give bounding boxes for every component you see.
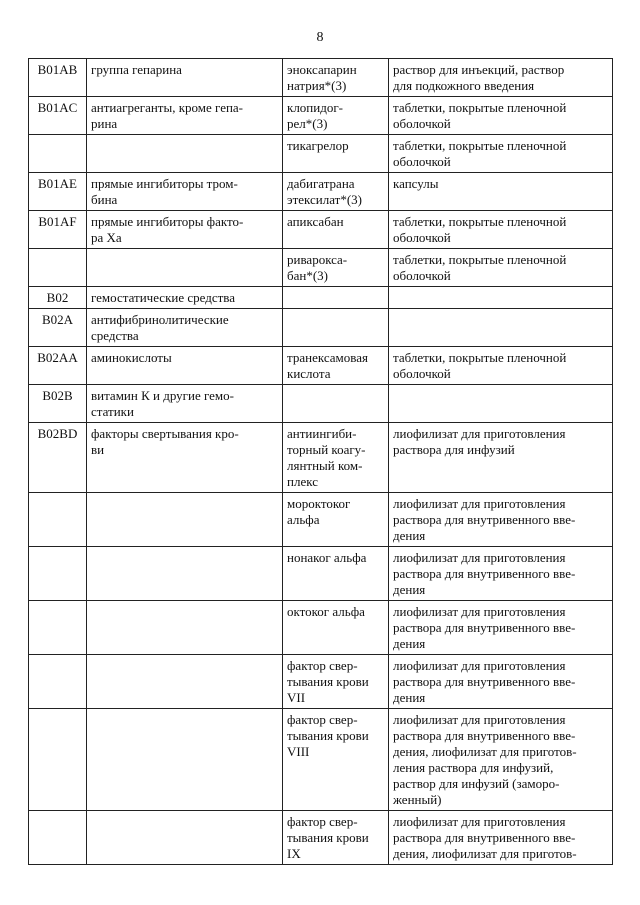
- group-description-cell: [87, 655, 283, 709]
- dosage-form-cell: капсулы: [389, 173, 613, 211]
- dosage-form-cell: таблетки, покрытые пленочной оболочкой: [389, 97, 613, 135]
- drug-table: [28, 58, 613, 865]
- dosage-form-cell: лиофилизат для приготовления раствора для инфузий: [389, 423, 613, 493]
- group-description-cell: [87, 493, 283, 547]
- drug-name-cell: нонаког альфа: [283, 547, 389, 601]
- dosage-form-cell: таблетки, покрытые пленочной оболочкой: [389, 249, 613, 287]
- table-row: [29, 601, 613, 655]
- drug-name-cell: антиингиби- торный коагу- лянтный ком- плекс: [283, 423, 389, 493]
- dosage-form-cell: таблетки, покрытые пленочной оболочкой: [389, 135, 613, 173]
- drug-name-cell: фактор свер- тывания крови VIII: [283, 709, 389, 811]
- table-row: [29, 173, 613, 211]
- drug-name-cell: [283, 385, 389, 423]
- drug-name-cell: ривароксa- бан*(3): [283, 249, 389, 287]
- dosage-form-cell: [389, 385, 613, 423]
- atc-code-cell: B02A: [29, 309, 87, 347]
- group-description-cell: прямые ингибиторы тром- бина: [87, 173, 283, 211]
- table-row: [29, 385, 613, 423]
- atc-code-cell: [29, 249, 87, 287]
- drug-name-cell: фактор свер- тывания крови VII: [283, 655, 389, 709]
- table-row: [29, 547, 613, 601]
- drug-name-cell: транексамовая кислота: [283, 347, 389, 385]
- table-row: [29, 97, 613, 135]
- group-description-cell: аминокислоты: [87, 347, 283, 385]
- table-row: [29, 655, 613, 709]
- atc-code-cell: B02BD: [29, 423, 87, 493]
- dosage-form-cell: лиофилизат для приготовления раствора для внутривенного вве- дения: [389, 493, 613, 547]
- group-description-cell: антиагреганты, кроме гепа- рина: [87, 97, 283, 135]
- group-description-cell: факторы свертывания кро- ви: [87, 423, 283, 493]
- atc-code-cell: [29, 655, 87, 709]
- drug-name-cell: клопидог- рел*(3): [283, 97, 389, 135]
- drug-name-cell: эноксапарин натрия*(3): [283, 59, 389, 97]
- table-row: [29, 423, 613, 493]
- dosage-form-cell: раствор для инъекций, раствор для подкожного введения: [389, 59, 613, 97]
- atc-code-cell: [29, 709, 87, 811]
- table-row: [29, 59, 613, 97]
- drug-name-cell: [283, 287, 389, 309]
- dosage-form-cell: таблетки, покрытые пленочной оболочкой: [389, 347, 613, 385]
- group-description-cell: [87, 547, 283, 601]
- atc-code-cell: [29, 547, 87, 601]
- dosage-form-cell: лиофилизат для приготовления раствора для внутривенного вве- дения, лиофилизат для приготов-: [389, 811, 613, 865]
- dosage-form-cell: лиофилизат для приготовления раствора для внутривенного вве- дения: [389, 655, 613, 709]
- group-description-cell: [87, 811, 283, 865]
- atc-code-cell: [29, 601, 87, 655]
- table-row: [29, 211, 613, 249]
- atc-code-cell: B01AF: [29, 211, 87, 249]
- atc-code-cell: B01AC: [29, 97, 87, 135]
- dosage-form-cell: лиофилизат для приготовления раствора для внутривенного вве- дения: [389, 547, 613, 601]
- table-row: [29, 309, 613, 347]
- drug-name-cell: октоког альфа: [283, 601, 389, 655]
- group-description-cell: антифибринолитические средства: [87, 309, 283, 347]
- table-row: [29, 287, 613, 309]
- atc-code-cell: [29, 135, 87, 173]
- table-row: [29, 249, 613, 287]
- atc-code-cell: B01AE: [29, 173, 87, 211]
- drug-name-cell: дабигатрана этексилат*(3): [283, 173, 389, 211]
- drug-name-cell: мороктоког альфа: [283, 493, 389, 547]
- group-description-cell: [87, 601, 283, 655]
- atc-code-cell: B02: [29, 287, 87, 309]
- group-description-cell: гемостатические средства: [87, 287, 283, 309]
- group-description-cell: [87, 249, 283, 287]
- dosage-form-cell: [389, 309, 613, 347]
- drug-name-cell: апиксабан: [283, 211, 389, 249]
- table-row: [29, 347, 613, 385]
- dosage-form-cell: лиофилизат для приготовления раствора для внутривенного вве- дения, лиофилизат для приготов- ления раствора для инфузий, раствор для инфузий (заморо- женный): [389, 709, 613, 811]
- drug-name-cell: фактор свер- тывания крови IX: [283, 811, 389, 865]
- page-number: 8: [316, 30, 324, 45]
- dosage-form-cell: таблетки, покрытые пленочной оболочкой: [389, 211, 613, 249]
- table-row: [29, 709, 613, 811]
- atc-code-cell: B02AA: [29, 347, 87, 385]
- table-row: [29, 811, 613, 865]
- atc-code-cell: [29, 493, 87, 547]
- group-description-cell: [87, 709, 283, 811]
- dosage-form-cell: [389, 287, 613, 309]
- group-description-cell: группа гепарина: [87, 59, 283, 97]
- table-row: [29, 493, 613, 547]
- dosage-form-cell: лиофилизат для приготовления раствора для внутривенного вве- дения: [389, 601, 613, 655]
- group-description-cell: прямые ингибиторы факто- ра Ха: [87, 211, 283, 249]
- group-description-cell: [87, 135, 283, 173]
- table-row: [29, 135, 613, 173]
- atc-code-cell: B01AB: [29, 59, 87, 97]
- group-description-cell: витамин К и другие гемо- статики: [87, 385, 283, 423]
- atc-code-cell: B02B: [29, 385, 87, 423]
- drug-name-cell: [283, 309, 389, 347]
- drug-name-cell: тикагрелор: [283, 135, 389, 173]
- atc-code-cell: [29, 811, 87, 865]
